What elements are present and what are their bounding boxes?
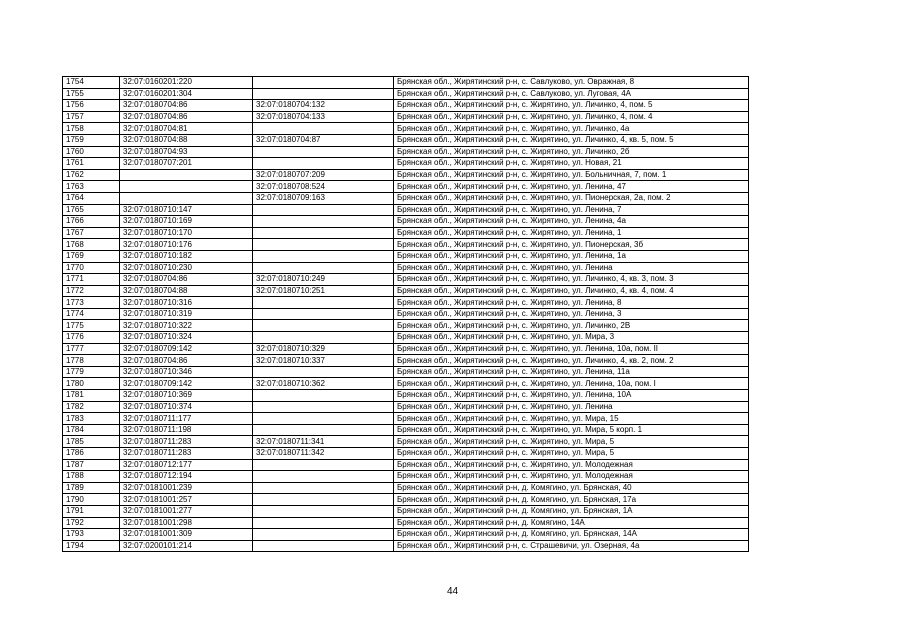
parent-cadastral-number-cell (253, 505, 394, 517)
cadastral-number-cell: 32:07:0180711:177 (120, 413, 253, 425)
parent-cadastral-number-cell (253, 262, 394, 274)
parent-cadastral-number-cell: 32:07:0180709:163 (253, 192, 394, 204)
cadastral-number-cell: 32:07:0180704:88 (120, 285, 253, 297)
address-cell: Брянская обл., Жирятинский р-н, с. Страшевичи, ул. Озерная, 4а (394, 540, 749, 552)
table-row (63, 471, 749, 483)
parent-cadastral-number-cell: 32:07:0180710:329 (253, 343, 394, 355)
row-number-cell: 1789 (63, 482, 120, 494)
cadastral-number-cell: 32:07:0180710:147 (120, 204, 253, 216)
table-row (63, 169, 749, 181)
row-number-cell: 1778 (63, 355, 120, 367)
row-number-cell: 1761 (63, 158, 120, 170)
parent-cadastral-number-cell (253, 88, 394, 100)
address-cell: Брянская обл., Жирятинский р-н, с. Жирятино, ул. Ленина, 7 (394, 204, 749, 216)
cadastral-number-cell: 32:07:0180710:176 (120, 239, 253, 251)
row-number-cell: 1784 (63, 424, 120, 436)
cadastral-number-cell: 32:07:0180712:194 (120, 471, 253, 483)
parent-cadastral-number-cell (253, 204, 394, 216)
table-row (63, 111, 749, 123)
address-cell: Брянская обл., Жирятинский р-н, с. Жирятино, ул. Ленина, 4а (394, 216, 749, 228)
parent-cadastral-number-cell: 32:07:0180707:209 (253, 169, 394, 181)
row-number-cell: 1781 (63, 390, 120, 402)
parent-cadastral-number-cell (253, 540, 394, 552)
cadastral-number-cell: 32:07:0180710:169 (120, 216, 253, 228)
table-row (63, 517, 749, 529)
cadastral-number-cell: 32:07:0180704:88 (120, 134, 253, 146)
row-number-cell: 1775 (63, 320, 120, 332)
address-cell: Брянская обл., Жирятинский р-н, с. Жирятино, ул. Личинко, 4, кв. 2, пом. 2 (394, 355, 749, 367)
table-row (63, 366, 749, 378)
table-row (63, 413, 749, 425)
parent-cadastral-number-cell (253, 297, 394, 309)
row-number-cell: 1760 (63, 146, 120, 158)
table-row (63, 100, 749, 112)
row-number-cell: 1770 (63, 262, 120, 274)
parent-cadastral-number-cell (253, 494, 394, 506)
address-cell: Брянская обл., Жирятинский р-н, д. Комягино, 14А (394, 517, 749, 529)
parent-cadastral-number-cell: 32:07:0180710:362 (253, 378, 394, 390)
cadastral-number-cell: 32:07:0180704:86 (120, 111, 253, 123)
table-row (63, 494, 749, 506)
cadastral-number-cell: 32:07:0181001:257 (120, 494, 253, 506)
cadastral-number-cell: 32:07:0181001:309 (120, 529, 253, 541)
cadastral-number-cell: 32:07:0180712:177 (120, 459, 253, 471)
parent-cadastral-number-cell: 32:07:0180708:524 (253, 181, 394, 193)
parent-cadastral-number-cell (253, 366, 394, 378)
cadastral-number-cell: 32:07:0181001:298 (120, 517, 253, 529)
row-number-cell: 1763 (63, 181, 120, 193)
cadastral-number-cell (120, 181, 253, 193)
table-row (63, 239, 749, 251)
parent-cadastral-number-cell (253, 424, 394, 436)
table-row (63, 355, 749, 367)
address-cell: Брянская обл., Жирятинский р-н, с. Жирятино, ул. Мира, 15 (394, 413, 749, 425)
row-number-cell: 1759 (63, 134, 120, 146)
cadastral-number-cell: 32:07:0181001:277 (120, 505, 253, 517)
parent-cadastral-number-cell (253, 146, 394, 158)
address-cell: Брянская обл., Жирятинский р-н, с. Жирятино, ул. Ленина, 10а, пом. II (394, 343, 749, 355)
address-cell: Брянская обл., Жирятинский р-н, с. Жирятино, ул. Мира, 5 (394, 436, 749, 448)
registry-table (62, 76, 749, 552)
table-row (63, 540, 749, 552)
table-row (63, 216, 749, 228)
cadastral-number-cell: 32:07:0160201:220 (120, 77, 253, 89)
cadastral-number-cell: 32:07:0200101:214 (120, 540, 253, 552)
table-row (63, 285, 749, 297)
cadastral-number-cell: 32:07:0180710:324 (120, 332, 253, 344)
table-row (63, 158, 749, 170)
table-row (63, 308, 749, 320)
cadastral-number-cell: 32:07:0180710:316 (120, 297, 253, 309)
parent-cadastral-number-cell (253, 227, 394, 239)
address-cell: Брянская обл., Жирятинский р-н, д. Комягино, ул. Брянская, 1А (394, 505, 749, 517)
cadastral-number-cell (120, 192, 253, 204)
address-cell: Брянская обл., Жирятинский р-н, с. Жирятино, ул. Ленина, 11а (394, 366, 749, 378)
table-row (63, 262, 749, 274)
parent-cadastral-number-cell (253, 77, 394, 89)
row-number-cell: 1772 (63, 285, 120, 297)
parent-cadastral-number-cell (253, 401, 394, 413)
parent-cadastral-number-cell (253, 529, 394, 541)
address-cell: Брянская обл., Жирятинский р-н, с. Жирятино, ул. Личинко, 4, пом. 5 (394, 100, 749, 112)
address-cell: Брянская обл., Жирятинский р-н, с. Жирятино, ул. Больничная, 7, пом. 1 (394, 169, 749, 181)
table-row (63, 448, 749, 460)
address-cell: Брянская обл., Жирятинский р-н, с. Жирятино, ул. Личинко, 4, пом. 4 (394, 111, 749, 123)
cadastral-number-cell: 32:07:0180710:369 (120, 390, 253, 402)
address-cell: Брянская обл., Жирятинский р-н, с. Жирятино, ул. Ленина, 10а, пом. I (394, 378, 749, 390)
cadastral-number-cell: 32:07:0180710:170 (120, 227, 253, 239)
row-number-cell: 1756 (63, 100, 120, 112)
address-cell: Брянская обл., Жирятинский р-н, с. Савлуково, ул. Овражная, 8 (394, 77, 749, 89)
table-row (63, 505, 749, 517)
row-number-cell: 1755 (63, 88, 120, 100)
page-number: 44 (446, 586, 459, 597)
row-number-cell: 1765 (63, 204, 120, 216)
table-row (63, 146, 749, 158)
cadastral-number-cell: 32:07:0180711:283 (120, 448, 253, 460)
table-row (63, 320, 749, 332)
row-number-cell: 1786 (63, 448, 120, 460)
row-number-cell: 1771 (63, 274, 120, 286)
cadastral-number-cell: 32:07:0180710:182 (120, 250, 253, 262)
row-number-cell: 1790 (63, 494, 120, 506)
row-number-cell: 1782 (63, 401, 120, 413)
address-cell: Брянская обл., Жирятинский р-н, с. Жирятино, ул. Личинко, 4, кв. 4, пом. 4 (394, 285, 749, 297)
cadastral-number-cell: 32:07:0180709:142 (120, 343, 253, 355)
address-cell: Брянская обл., Жирятинский р-н, с. Жирятино, ул. Ленина, 1а (394, 250, 749, 262)
row-number-cell: 1792 (63, 517, 120, 529)
parent-cadastral-number-cell: 32:07:0180704:132 (253, 100, 394, 112)
cadastral-number-cell: 32:07:0180711:283 (120, 436, 253, 448)
cadastral-number-cell: 32:07:0180710:319 (120, 308, 253, 320)
row-number-cell: 1783 (63, 413, 120, 425)
row-number-cell: 1779 (63, 366, 120, 378)
row-number-cell: 1777 (63, 343, 120, 355)
cadastral-number-cell: 32:07:0180707:201 (120, 158, 253, 170)
row-number-cell: 1785 (63, 436, 120, 448)
row-number-cell: 1774 (63, 308, 120, 320)
address-cell: Брянская обл., Жирятинский р-н, с. Жирятино, ул. Пионерская, 2а, пом. 2 (394, 192, 749, 204)
row-number-cell: 1764 (63, 192, 120, 204)
cadastral-number-cell: 32:07:0180709:142 (120, 378, 253, 390)
parent-cadastral-number-cell: 32:07:0180710:249 (253, 274, 394, 286)
cadastral-number-cell: 32:07:0181001:239 (120, 482, 253, 494)
row-number-cell: 1766 (63, 216, 120, 228)
table-row (63, 529, 749, 541)
parent-cadastral-number-cell (253, 390, 394, 402)
table-row (63, 343, 749, 355)
parent-cadastral-number-cell (253, 320, 394, 332)
cadastral-number-cell: 32:07:0180704:93 (120, 146, 253, 158)
table-row (63, 227, 749, 239)
row-number-cell: 1793 (63, 529, 120, 541)
cadastral-number-cell: 32:07:0180704:81 (120, 123, 253, 135)
cadastral-number-cell: 32:07:0160201:304 (120, 88, 253, 100)
table-row (63, 482, 749, 494)
row-number-cell: 1791 (63, 505, 120, 517)
row-number-cell: 1768 (63, 239, 120, 251)
address-cell: Брянская обл., Жирятинский р-н, с. Жирятино, ул. Ленина, 1 (394, 227, 749, 239)
row-number-cell: 1762 (63, 169, 120, 181)
cadastral-number-cell: 32:07:0180711:198 (120, 424, 253, 436)
address-cell: Брянская обл., Жирятинский р-н, с. Жирятино, ул. Ленина (394, 262, 749, 274)
address-cell: Брянская обл., Жирятинский р-н, с. Жирятино, ул. Личинко, 4, кв. 3, пом. 3 (394, 274, 749, 286)
row-number-cell: 1776 (63, 332, 120, 344)
table-row (63, 297, 749, 309)
address-cell: Брянская обл., Жирятинский р-н, с. Жирятино, ул. Пионерская, 3б (394, 239, 749, 251)
parent-cadastral-number-cell (253, 471, 394, 483)
parent-cadastral-number-cell: 32:07:0180704:87 (253, 134, 394, 146)
address-cell: Брянская обл., Жирятинский р-н, с. Жирятино, ул. Личинко, 4а (394, 123, 749, 135)
parent-cadastral-number-cell (253, 250, 394, 262)
address-cell: Брянская обл., Жирятинский р-н, с. Жирятино, ул. Ленина, 8 (394, 297, 749, 309)
address-cell: Брянская обл., Жирятинский р-н, с. Савлуково, ул. Луговая, 4А (394, 88, 749, 100)
parent-cadastral-number-cell (253, 482, 394, 494)
parent-cadastral-number-cell (253, 308, 394, 320)
row-number-cell: 1787 (63, 459, 120, 471)
cadastral-number-cell (120, 169, 253, 181)
parent-cadastral-number-cell (253, 332, 394, 344)
address-cell: Брянская обл., Жирятинский р-н, д. Комягино, ул. Брянская, 14А (394, 529, 749, 541)
address-cell: Брянская обл., Жирятинский р-н, с. Жирятино, ул. Ленина, 10А (394, 390, 749, 402)
address-cell: Брянская обл., Жирятинский р-н, д. Комягино, ул. Брянская, 40 (394, 482, 749, 494)
address-cell: Брянская обл., Жирятинский р-н, с. Жирятино, ул. Ленина, 47 (394, 181, 749, 193)
address-cell: Брянская обл., Жирятинский р-н, с. Жирятино, ул. Мира, 5 корп. 1 (394, 424, 749, 436)
address-cell: Брянская обл., Жирятинский р-н, с. Жирятино, ул. Личинко, 4, кв. 5, пом. 5 (394, 134, 749, 146)
row-number-cell: 1788 (63, 471, 120, 483)
table-row (63, 181, 749, 193)
parent-cadastral-number-cell: 32:07:0180710:251 (253, 285, 394, 297)
address-cell: Брянская обл., Жирятинский р-н, с. Жирятино, ул. Мира, 3 (394, 332, 749, 344)
address-cell: Брянская обл., Жирятинский р-н, с. Жирятино, ул. Ленина (394, 401, 749, 413)
parent-cadastral-number-cell (253, 459, 394, 471)
row-number-cell: 1757 (63, 111, 120, 123)
table-row (63, 134, 749, 146)
parent-cadastral-number-cell (253, 158, 394, 170)
parent-cadastral-number-cell (253, 123, 394, 135)
address-cell: Брянская обл., Жирятинский р-н, с. Жирятино, ул. Личинко, 2б (394, 146, 749, 158)
table-row (63, 77, 749, 89)
row-number-cell: 1767 (63, 227, 120, 239)
parent-cadastral-number-cell (253, 239, 394, 251)
row-number-cell: 1754 (63, 77, 120, 89)
cadastral-number-cell: 32:07:0180710:346 (120, 366, 253, 378)
address-cell: Брянская обл., Жирятинский р-н, с. Жирятино, ул. Ленина, 3 (394, 308, 749, 320)
address-cell: Брянская обл., Жирятинский р-н, с. Жирятино, ул. Мира, 5 (394, 448, 749, 460)
table-row (63, 436, 749, 448)
address-cell: Брянская обл., Жирятинский р-н, с. Жирятино, ул. Молодежная (394, 459, 749, 471)
parent-cadastral-number-cell: 32:07:0180710:337 (253, 355, 394, 367)
cadastral-number-cell: 32:07:0180710:322 (120, 320, 253, 332)
table-row (63, 390, 749, 402)
table-row (63, 88, 749, 100)
parent-cadastral-number-cell: 32:07:0180711:341 (253, 436, 394, 448)
parent-cadastral-number-cell (253, 413, 394, 425)
table-row (63, 192, 749, 204)
table-row (63, 424, 749, 436)
parent-cadastral-number-cell (253, 216, 394, 228)
row-number-cell: 1773 (63, 297, 120, 309)
parent-cadastral-number-cell: 32:07:0180711:342 (253, 448, 394, 460)
cadastral-number-cell: 32:07:0180704:86 (120, 274, 253, 286)
address-cell: Брянская обл., Жирятинский р-н, д. Комягино, ул. Брянская, 17а (394, 494, 749, 506)
cadastral-number-cell: 32:07:0180710:374 (120, 401, 253, 413)
table-row (63, 250, 749, 262)
row-number-cell: 1758 (63, 123, 120, 135)
address-cell: Брянская обл., Жирятинский р-н, с. Жирятино, ул. Новая, 21 (394, 158, 749, 170)
row-number-cell: 1794 (63, 540, 120, 552)
address-cell: Брянская обл., Жирятинский р-н, с. Жирятино, ул. Личинко, 2В (394, 320, 749, 332)
row-number-cell: 1780 (63, 378, 120, 390)
table-row (63, 378, 749, 390)
cadastral-number-cell: 32:07:0180704:86 (120, 100, 253, 112)
parent-cadastral-number-cell: 32:07:0180704:133 (253, 111, 394, 123)
table-row (63, 204, 749, 216)
table-row (63, 401, 749, 413)
registry-table-body (63, 77, 749, 552)
table-row (63, 459, 749, 471)
cadastral-number-cell: 32:07:0180704:86 (120, 355, 253, 367)
cadastral-number-cell: 32:07:0180710:230 (120, 262, 253, 274)
table-row (63, 332, 749, 344)
parent-cadastral-number-cell (253, 517, 394, 529)
table-row (63, 123, 749, 135)
address-cell: Брянская обл., Жирятинский р-н, с. Жирятино, ул. Молодежная (394, 471, 749, 483)
row-number-cell: 1769 (63, 250, 120, 262)
table-row (63, 274, 749, 286)
